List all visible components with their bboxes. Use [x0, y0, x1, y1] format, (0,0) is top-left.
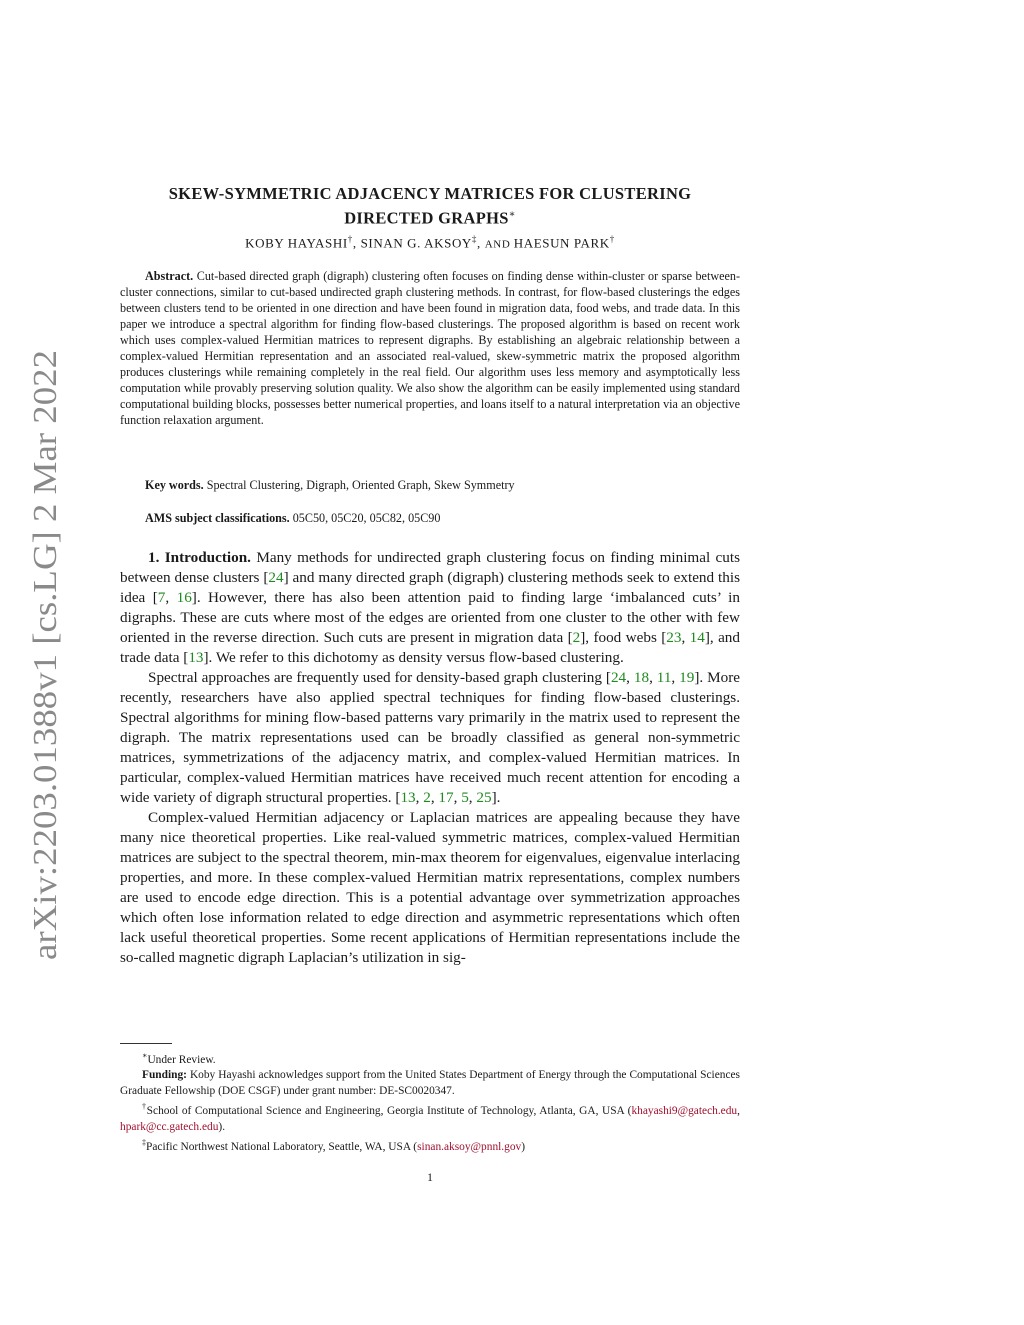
- text-run: ]. We refer to this dichotomy as density versus flow-based clustering.: [203, 649, 624, 666]
- text-run: ,: [165, 589, 177, 606]
- text-run: ,: [453, 789, 462, 806]
- citation-link[interactable]: 14: [689, 629, 705, 646]
- keywords: [145, 478, 515, 493]
- author-list: [120, 234, 740, 251]
- author-and: AND: [484, 238, 514, 251]
- text-run: ,: [468, 789, 477, 806]
- author-3: HAESUN PARK: [513, 235, 610, 251]
- footnote-affiliation-pnnl: [120, 1135, 740, 1155]
- text-run: ): [521, 1140, 526, 1153]
- citation-link[interactable]: 18: [633, 669, 650, 686]
- citation-link[interactable]: 2: [423, 789, 431, 806]
- title-line-1: SKEW-SYMMETRIC ADJACENCY MATRICES FOR CLUSTERING: [168, 184, 692, 203]
- citation-link[interactable]: 5: [461, 789, 469, 806]
- ams-text: 05C50, 05C20, 05C82, 05C90: [292, 511, 441, 525]
- footnote-mark: ‡: [142, 1138, 146, 1148]
- title-line-2: [120, 204, 740, 229]
- author-1: KOBY HAYASHI: [245, 235, 348, 251]
- text-run: ).: [218, 1120, 226, 1133]
- author-separator: ,: [352, 235, 361, 251]
- text-run: ].: [491, 789, 501, 806]
- citation-link[interactable]: 13: [188, 649, 204, 666]
- footnote-funding: [120, 1068, 740, 1099]
- footnote-mark: ∗: [142, 1051, 148, 1060]
- footnote-text: Under Review.: [147, 1053, 216, 1066]
- arxiv-side-stamp: [4, 340, 74, 960]
- citation-link[interactable]: 13: [400, 789, 416, 806]
- arxiv-stamp-text: arXiv:2203.01388v1 [cs.LG] 2 Mar 2022: [27, 397, 64, 960]
- text-run: Many methods for undirected graph clustering focus on finding minimal cuts between dense clusters [: [120, 549, 741, 586]
- email-link-saksoy[interactable]: sinan.aksoy@pnnl.gov: [417, 1140, 522, 1153]
- text-run: ]. More recently, researchers have also applied spectral techniques for finding flow-based clusterings. Spectral algorithms for mining flow-based patterns vary primarily in the matrix used to represent the digraph. The matrix representations used can be broadly classified as general non-symmetric matrices, symmetrizations of the adjacency matrix, and complex-valued Hermitian matrices. In particular, complex-valued Hermitian matrices have received much recent attention for encoding a wide variety of digraph structural properties. [: [120, 669, 741, 806]
- ams-label: AMS subject classifications.: [145, 511, 290, 525]
- text-run: ] and many directed graph (digraph) clustering methods seek to extend this idea [: [120, 569, 740, 606]
- abstract: [120, 268, 740, 428]
- author-3-mark: †: [609, 234, 615, 244]
- citation-link[interactable]: 7: [157, 589, 166, 606]
- text-run: ,: [430, 789, 439, 806]
- email-link-hpark[interactable]: hpark@cc.gatech.edu: [120, 1120, 219, 1133]
- section-heading: 1. Introduction.: [148, 549, 251, 566]
- citation-link[interactable]: 25: [476, 789, 492, 806]
- intro-paragraph-3: Complex-valued Hermitian adjacency or Laplacian matrices are appealing because they have many nice theoretical properties. Like real-valued symmetric matrices, complex-valued Hermitian matrices are subject to the spectral theorem, min-max theorem for eigenvalues, eigenvalue interlacing properties, and more. In these complex-valued Hermitian matrix representations, complex numbers are used to encode edge direction. This is a potential advantage over symmetrization approaches which often lose information related to edge direction and asymmetric representations which often lack useful theoretical properties. Some recent applications of Hermitian representations include the so-called magnetic digraph Laplacian’s utilization in sig-: [120, 809, 740, 966]
- introduction-section: [120, 548, 740, 968]
- citation-link[interactable]: 23: [666, 629, 682, 646]
- citation-link[interactable]: 11: [656, 669, 672, 686]
- abstract-paragraph: [120, 268, 740, 428]
- author-separator: ,: [477, 235, 485, 251]
- author-2-mark: ‡: [471, 234, 478, 244]
- footnote-text: Koby Hayashi acknowledges support from the United States Department of Energy through the Computational Sciences Graduate Fellowship (DOE CSGF) under grant number: DE-SC0020347.: [120, 1069, 740, 1097]
- funding-label: Funding:: [142, 1069, 187, 1082]
- text-run: ,: [737, 1105, 740, 1118]
- citation-link[interactable]: 16: [176, 589, 192, 606]
- page-number: 1: [427, 1170, 433, 1184]
- citation-link[interactable]: 24: [268, 569, 284, 586]
- intro-paragraph-1: [120, 548, 740, 668]
- footnote-divider: [120, 1043, 172, 1044]
- intro-paragraph-2: [120, 668, 740, 808]
- citation-link[interactable]: 2: [572, 629, 581, 646]
- email-link-khayashi[interactable]: khayashi9@gatech.edu: [631, 1105, 738, 1118]
- title-line-2-text: DIRECTED GRAPHS: [344, 208, 509, 228]
- footnote-under-review: [120, 1048, 740, 1068]
- text-run: ,: [671, 669, 680, 686]
- text-run: Spectral approaches are frequently used for density-based graph clustering [: [148, 669, 611, 686]
- text-run: ]. However, there has also been attention paid to finding large ‘imbalanced cuts’ in digraphs. These are cuts where most of the edges are oriented from one cluster to the other with few oriented in the reverse direction. Such cuts are present in migration data [: [120, 589, 740, 646]
- author-1-mark: †: [347, 234, 353, 244]
- author-2: SINAN G. AKSOY: [360, 235, 472, 251]
- citation-link[interactable]: 24: [610, 669, 627, 686]
- citation-link[interactable]: 17: [438, 789, 454, 806]
- abstract-text: Cut-based directed graph (digraph) clustering often focuses on finding dense within-cluster or sparse between-cluster connections, similar to cut-based undirected graph clustering methods. In contrast, for flow-based clusterings the edges between clusters tend to be oriented in one direction and have been found in migration data, food webs, and trade data. In this paper we introduce a spectral algorithm for finding flow-based clusterings. The proposed algorithm is based on recent work which uses complex-valued Hermitian matrices to represent digraphs. By establishing an algebraic relationship between a complex-valued Hermitian representation and an associated real-valued, skew-symmetric matrix the proposed algorithm produces clusterings while remaining completely in the real field. Our algorithm uses less memory and asymptotically less computation while provably preserving solution quality. We also show the algorithm can be easily implemented using standard computational building blocks, possesses better numerical properties, and loans itself to a natural interpretation via an objective function relaxation argument.: [120, 269, 740, 427]
- text-run: ,: [626, 669, 634, 686]
- footnotes: [120, 1048, 740, 1155]
- text-run: ,: [415, 789, 424, 806]
- text-run: ], and trade data [: [120, 629, 740, 666]
- citation-link[interactable]: 19: [679, 669, 695, 686]
- title-footnote-mark: ∗: [508, 209, 516, 220]
- keywords-text: Spectral Clustering, Digraph, Oriented Graph, Skew Symmetry: [206, 478, 515, 492]
- footnote-text: Pacific Northwest National Laboratory, Seattle, WA, USA (: [146, 1140, 418, 1153]
- footnote-mark: †: [142, 1102, 147, 1112]
- ams-classifications: [145, 511, 440, 526]
- text-run: ,: [649, 669, 657, 686]
- footnote-affiliation-gatech: [120, 1099, 740, 1135]
- keywords-label: Key words.: [145, 478, 204, 492]
- paper-title: [120, 183, 740, 229]
- footnote-text: School of Computational Science and Engineering, Georgia Institute of Technology, Atlanta, GA, USA (: [146, 1105, 632, 1118]
- abstract-label: Abstract.: [145, 269, 194, 283]
- text-run: ], food webs [: [580, 629, 667, 646]
- text-run: ,: [681, 629, 690, 646]
